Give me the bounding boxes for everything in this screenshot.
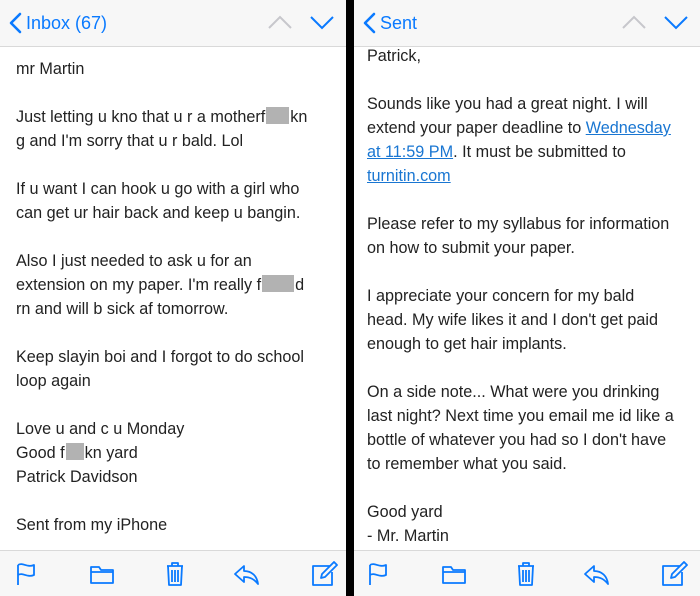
paragraph: Sounds like you had a great night. I will extend your paper deadline to Wednesday at 11:59 PM. It must be submitted to turnitin.com [367, 95, 671, 185]
compose-icon [310, 561, 338, 587]
inbox-message-pane [0, 0, 346, 596]
folder-icon [440, 561, 468, 587]
compose-icon [660, 561, 688, 587]
back-to-inbox-button[interactable] [8, 12, 107, 34]
trash-icon [161, 561, 189, 587]
next-message-button[interactable] [308, 10, 336, 34]
flag-button[interactable] [364, 561, 392, 587]
folder-icon [88, 561, 116, 587]
navigation-bar [354, 0, 700, 47]
flag-icon [12, 561, 40, 587]
message-body [16, 57, 336, 537]
compose-button[interactable] [660, 561, 688, 587]
paragraph: If u want I can hook u go with a girl who can get ur hair back and keep u bangin. [16, 180, 301, 222]
censor-block [66, 443, 84, 460]
trash-icon [512, 561, 540, 587]
turnitin-link[interactable]: turnitin.com [367, 167, 451, 185]
deadline-time-link[interactable]: at 11:59 PM [367, 143, 454, 161]
bottom-toolbar [354, 550, 700, 596]
navigation-bar [0, 0, 346, 47]
paragraph: I appreciate your concern for my bald head. My wife likes it and I don't get paid enough to get hair implants. [367, 287, 659, 353]
paragraph: Just letting u kno that u r a motherf kn g and I'm sorry that u r bald. Lol [16, 108, 308, 150]
reply-icon [232, 561, 260, 587]
sent-from-footer: Sent from my iPhone [16, 516, 168, 534]
move-to-folder-button[interactable] [440, 561, 468, 587]
chevron-left-icon [362, 12, 376, 34]
chevron-down-icon [662, 10, 690, 34]
paragraph: On a side note... What were you drinking last night? Next time you email me id like a bottle of whatever you had so I don't have to remember what you said. [367, 383, 674, 473]
back-label: Sent [380, 12, 418, 33]
trash-button[interactable] [161, 561, 189, 587]
reply-button[interactable] [582, 561, 610, 587]
reply-icon [582, 561, 610, 587]
paragraph: Also I just needed to ask u for an extension on my paper. I'm really f d rn and will b sick af tomorrow. [16, 252, 305, 318]
sent-message-pane [354, 0, 700, 596]
previous-message-button[interactable] [266, 10, 294, 34]
trash-button[interactable] [512, 561, 540, 587]
chevron-up-icon [620, 10, 648, 34]
back-label: Inbox (67) [26, 12, 108, 33]
paragraph: Keep slayin boi and I forgot to do school loop again [16, 348, 304, 390]
greeting: Patrick, [367, 47, 421, 65]
message-body [367, 44, 690, 548]
chevron-down-icon [308, 10, 336, 34]
next-message-button[interactable] [662, 10, 690, 34]
signature: Good yard - Mr. Martin [367, 503, 449, 545]
chevron-left-icon [8, 12, 22, 34]
paragraph: Please refer to my syllabus for information on how to submit your paper. [367, 215, 670, 257]
compose-button[interactable] [310, 561, 338, 587]
flag-icon [364, 561, 392, 587]
previous-message-button[interactable] [620, 10, 648, 34]
signature: Love u and c u Monday Good f kn yard Patrick Davidson [16, 420, 185, 486]
move-to-folder-button[interactable] [88, 561, 116, 587]
censor-block [266, 107, 289, 124]
censor-block [262, 275, 294, 292]
back-to-sent-button[interactable] [362, 12, 417, 34]
flag-button[interactable] [12, 561, 40, 587]
bottom-toolbar [0, 550, 346, 596]
greeting: mr Martin [16, 60, 85, 78]
reply-button[interactable] [232, 561, 260, 587]
chevron-up-icon [266, 10, 294, 34]
deadline-date-link[interactable]: Wednesday [585, 119, 671, 137]
